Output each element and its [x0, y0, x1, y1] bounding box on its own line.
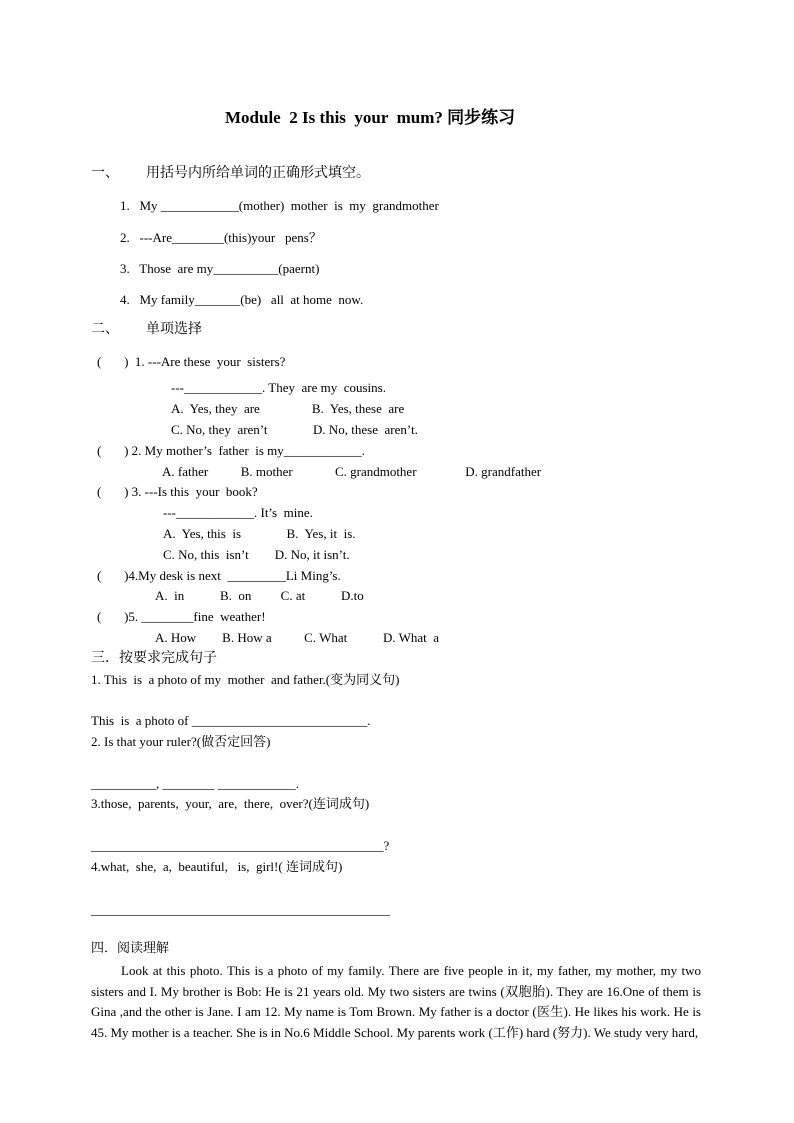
sentence-line: _____________________________________________?	[91, 838, 390, 853]
reading-paragraph: Look at this photo. This is a photo of my family. There are five people in it, my father, my mother, my two sisters and I. My brother is Bob: He is 21 years old. My two sisters are twins (双胞胎). They are 16.One of them is Gina ,and the other is Jane. I am 12. My name is Tom Brown. My father is a doctor (医生). He likes his work. He is 45. My mother is a teacher. She is in No.6 Middle School. My parents work (工作) hard (努力). We study very hard,	[91, 963, 701, 1040]
section-2-number: 二、	[91, 321, 119, 337]
choice-line: A. Yes, they are B. Yes, these are	[171, 401, 405, 416]
section-3-heading: 三．按要求完成句子	[91, 650, 217, 666]
choice-line: A. father B. mother C. grandmother D. grandfather	[162, 464, 542, 479]
fill-item-1: 1. My ____________(mother) mother is my grandmother	[120, 198, 439, 213]
choice-line: ---____________. It’s mine.	[163, 505, 313, 520]
choice-line: ( ) 3. ---Is this your book?	[97, 484, 258, 499]
section-4-heading: 四．阅读理解	[91, 941, 170, 956]
sentence-line: ______________________________________________	[91, 902, 390, 917]
sentence-line: __________, ________ ____________.	[91, 776, 299, 791]
sentence-line: 4.what, she, a, beautiful, is, girl!( 连词成句)	[91, 859, 343, 874]
fill-item-4: 4. My family_______(be) all at home now.	[120, 292, 364, 307]
section-1-heading: 用括号内所给单词的正确形式填空。	[146, 165, 370, 181]
section-1-number: 一、	[91, 165, 119, 181]
choice-line: A. How B. How a C. What D. What a	[155, 630, 440, 645]
page-title: Module 2 Is this your mum? 同步练习	[225, 108, 516, 127]
sentence-line: 1. This is a photo of my mother and father.(变为同义句)	[91, 672, 400, 687]
section-2-heading: 单项选择	[146, 321, 202, 337]
fill-item-3: 3. Those are my__________(paernt)	[120, 261, 320, 276]
sentence-line: 2. Is that your ruler?(做否定回答)	[91, 734, 271, 749]
sentence-line: 3.those, parents, your, are, there, over?(连词成句)	[91, 796, 370, 811]
choice-line: C. No, this isn’t D. No, it isn’t.	[163, 547, 350, 562]
choice-line: ( )5. ________fine weather!	[97, 609, 266, 624]
sentence-line: This is a photo of ___________________________.	[91, 713, 371, 728]
choice-line: ---____________. They are my cousins.	[171, 380, 386, 395]
choice-line: ( ) 1. ---Are these your sisters?	[97, 354, 286, 369]
choice-line: A. Yes, this is B. Yes, it is.	[163, 526, 356, 541]
choice-line: ( )4.My desk is next _________Li Ming’s.	[97, 568, 341, 583]
choice-line: A. in B. on C. at D.to	[155, 588, 364, 603]
choice-line: ( ) 2. My mother’s father is my____________.	[97, 443, 366, 458]
choice-line: C. No, they aren’t D. No, these aren’t.	[171, 422, 418, 437]
fill-item-2: 2. ---Are________(this)your pens？	[120, 230, 322, 245]
reading-passage	[91, 961, 701, 1043]
